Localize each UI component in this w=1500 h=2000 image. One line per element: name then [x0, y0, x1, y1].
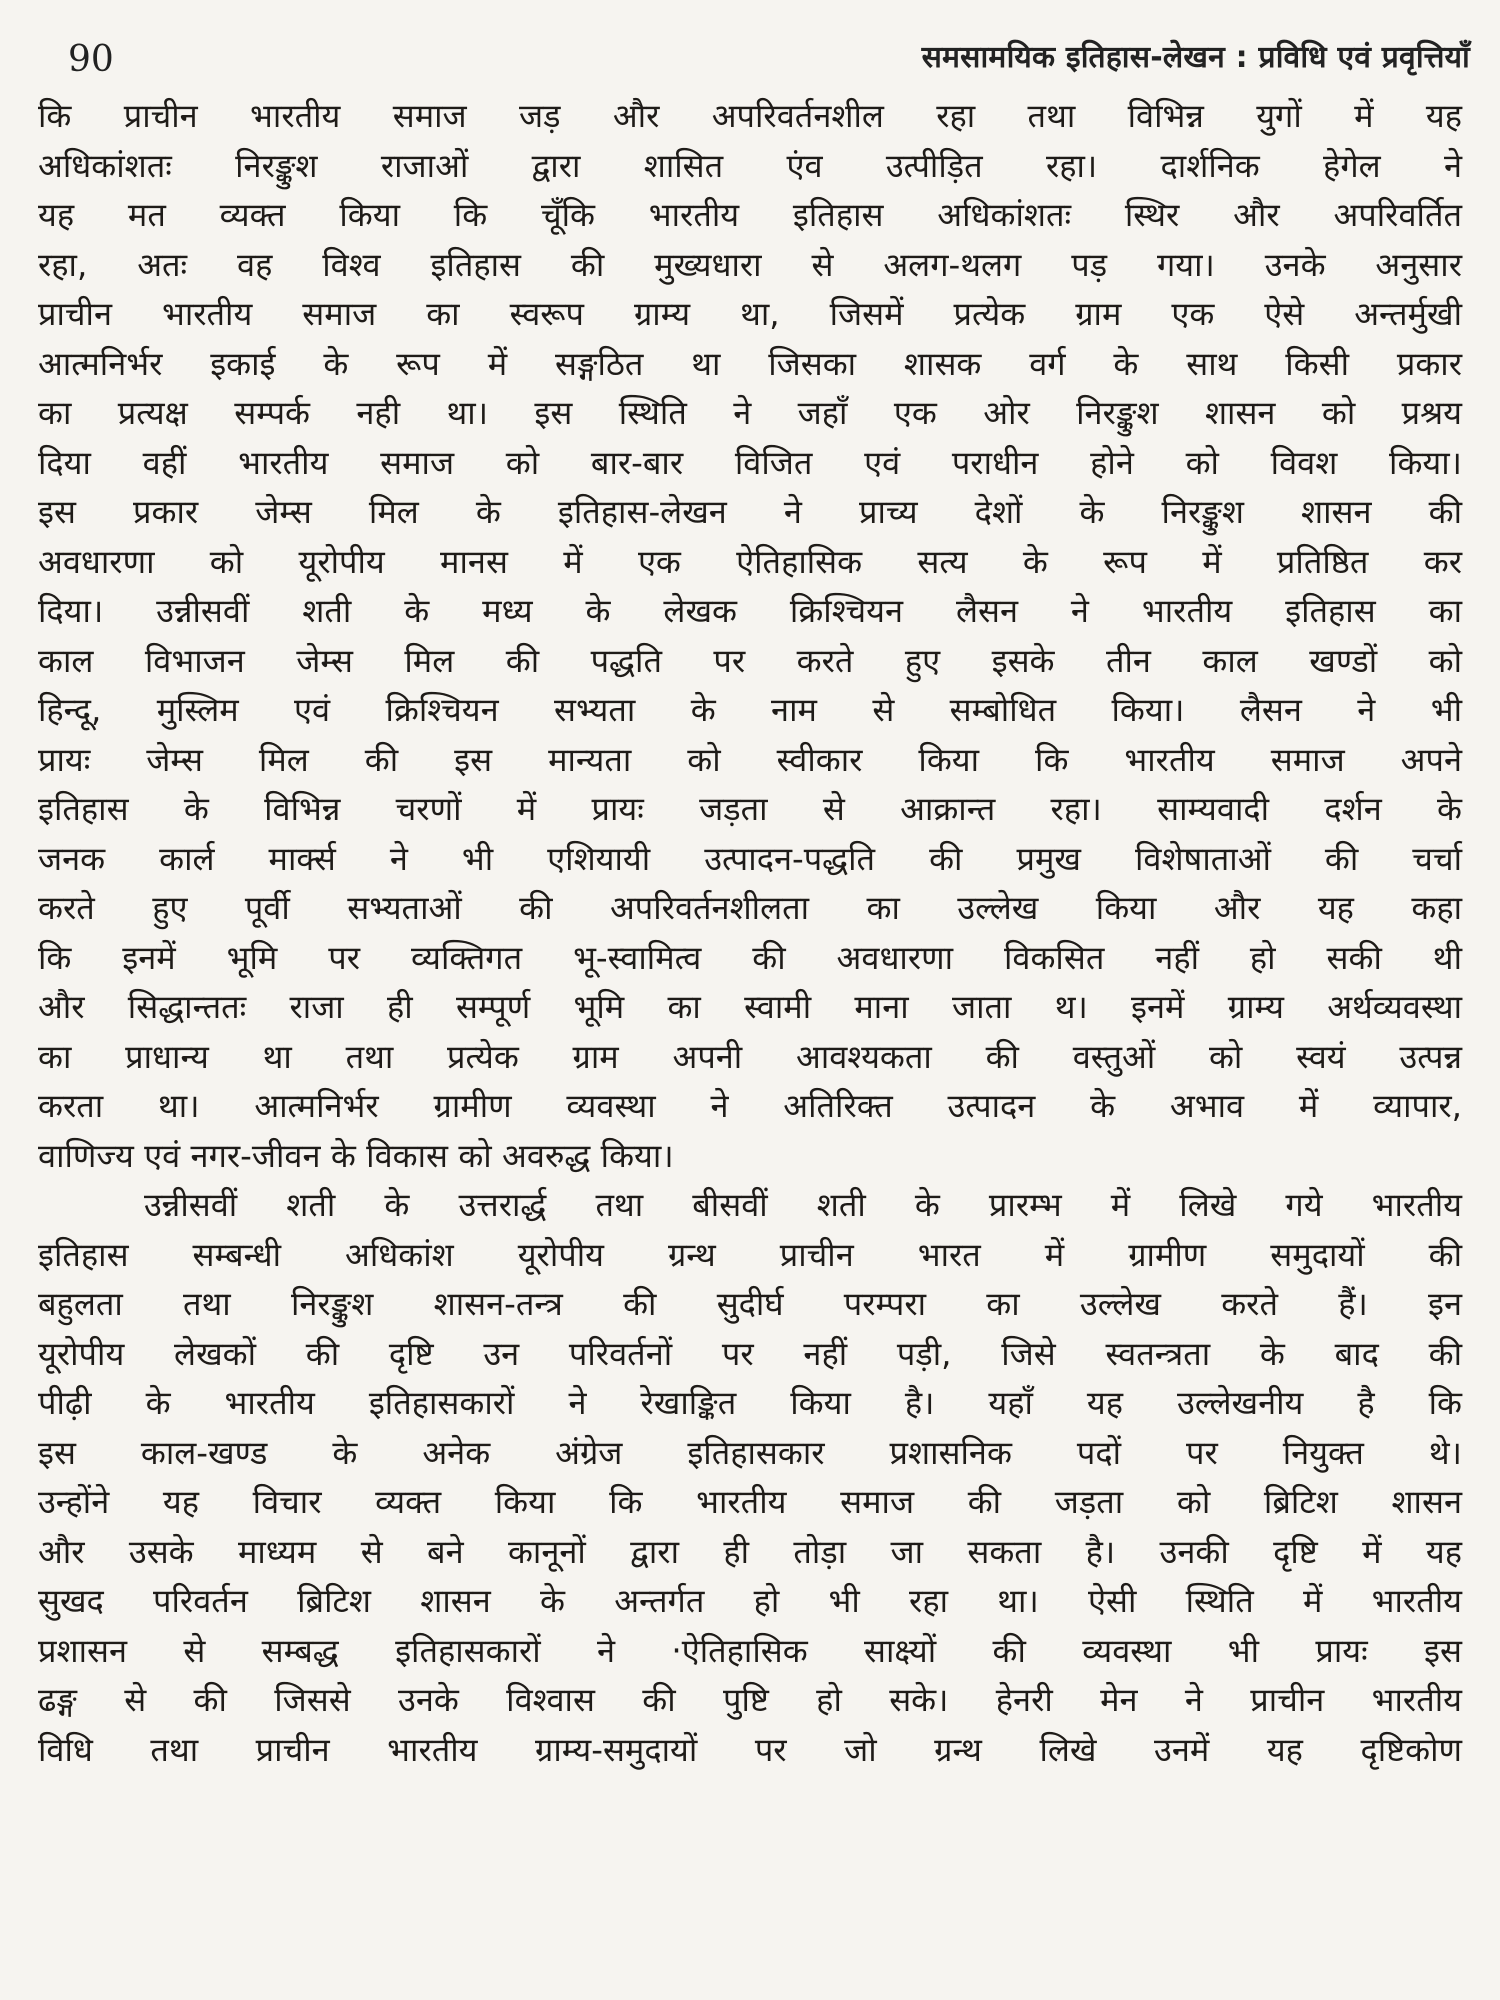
text-line: ढङ्ग से की जिससे उनके विश्वास की पुष्टि हो सके। हेनरी मेन ने प्राचीन भारतीय: [38, 1681, 1462, 1719]
text-line: इस प्रकार जेम्स मिल के इतिहास-लेखन ने प्राच्य देशों के निरङ्कुश शासन की: [38, 493, 1462, 531]
paragraph-1: [38, 92, 1462, 1181]
text-line: अधिकांशतः निरङ्कुश राजाओं द्वारा शासित एंव उत्पीड़ित रहा। दार्शनिक हेगेल ने: [38, 146, 1462, 185]
text-line: आत्मनिर्भर इकाई के रूप में सङ्गठित था जिसका शासक वर्ग के साथ किसी प्रकार: [38, 344, 1462, 383]
text-line: इतिहास के विभिन्न चरणों में प्रायः जड़ता से आक्रान्त रहा। साम्यवादी दर्शन के: [38, 790, 1462, 828]
body-text: [38, 92, 1462, 1775]
text-line: पीढ़ी के भारतीय इतिहासकारों ने रेखाङ्कित किया है। यहाँ यह उल्लेखनीय है कि: [38, 1384, 1462, 1422]
text-line: दिया वहीं भारतीय समाज को बार-बार विजित एवं पराधीन होने को विवश किया।: [38, 443, 1462, 482]
text-line: यह मत व्यक्त किया कि चूँकि भारतीय इतिहास अधिकांशतः स्थिर और अपरिवर्तित: [38, 196, 1462, 234]
text-line: इस काल-खण्ड के अनेक अंग्रेज इतिहासकार प्रशासनिक पदों पर नियुक्त थे।: [38, 1433, 1462, 1472]
text-line: इतिहास सम्बन्धी अधिकांश यूरोपीय ग्रन्थ प्राचीन भारत में ग्रामीण समुदायों की: [38, 1235, 1462, 1274]
text-line: जनक कार्ल मार्क्स ने भी एशियायी उत्पादन-पद्धति की प्रमुख विशेषाताओं की चर्चा: [38, 839, 1462, 878]
text-line: प्रायः जेम्स मिल की इस मान्यता को स्वीकार किया कि भारतीय समाज अपने: [38, 740, 1462, 779]
text-line: वाणिज्य एवं नगर-जीवन के विकास को अवरुद्ध किया।: [38, 1136, 674, 1175]
running-title: समसामयिक इतिहास-लेखन : प्रविधि एवं प्रवृत्तियाँ: [921, 40, 1470, 75]
text-line: उन्होंने यह विचार व्यक्त किया कि भारतीय समाज की जड़ता को ब्रिटिश शासन: [38, 1483, 1462, 1521]
text-line: सुखद परिवर्तन ब्रिटिश शासन के अन्तर्गत हो भी रहा था। ऐसी स्थिति में भारतीय: [38, 1582, 1462, 1620]
paragraph-2: [38, 1181, 1462, 1775]
text-line: प्रशासन से सम्बद्ध इतिहासकारों ने ·ऐतिहासिक साक्ष्यों की व्यवस्था भी प्रायः इस: [38, 1631, 1462, 1670]
page-number: 90: [68, 39, 114, 80]
text-line: रहा, अतः वह विश्व इतिहास की मुख्यधारा से अलग-थलग पड़ गया। उनके अनुसार: [38, 245, 1462, 284]
running-head: [0, 30, 1500, 90]
text-line: करता था। आत्मनिर्भर ग्रामीण व्यवस्था ने अतिरिक्त उत्पादन के अभाव में व्यापार,: [38, 1087, 1462, 1125]
text-line: यूरोपीय लेखकों की दृष्टि उन परिवर्तनों पर नहीं पड़ी, जिसे स्वतन्त्रता के बाद की: [38, 1334, 1462, 1373]
text-line: और सिद्धान्ततः राजा ही सम्पूर्ण भूमि का स्वामी माना जाता थ। इनमें ग्राम्य अर्थव्यवस्था: [38, 988, 1462, 1026]
text-line: का प्रत्यक्ष सम्पर्क नही था। इस स्थिति ने जहाँ एक ओर निरङ्कुश शासन को प्रश्रय: [38, 394, 1462, 432]
text-line: उन्नीसवीं शती के उत्तरार्द्ध तथा बीसवीं शती के प्रारम्भ में लिखे गये भारतीय: [144, 1186, 1462, 1224]
text-line: विधि तथा प्राचीन भारतीय ग्राम्य-समुदायों पर जो ग्रन्थ लिखे उनमें यह दृष्टिकोण: [38, 1730, 1462, 1769]
text-line: हिन्दू, मुस्लिम एवं क्रिश्चियन सभ्यता के नाम से सम्बोधित किया। लैसन ने भी: [38, 691, 1462, 729]
text-line: करते हुए पूर्वी सभ्यताओं की अपरिवर्तनशीलता का उल्लेख किया और यह कहा: [38, 889, 1462, 927]
text-line: कि प्राचीन भारतीय समाज जड़ और अपरिवर्तनशील रहा तथा विभिन्न युगों में यह: [38, 97, 1462, 135]
text-line: और उसके माध्यम से बने कानूनों द्वारा ही तोड़ा जा सकता है। उनकी दृष्टि में यह: [38, 1532, 1462, 1571]
text-line: काल विभाजन जेम्स मिल की पद्धति पर करते हुए इसके तीन काल खण्डों को: [38, 641, 1462, 680]
text-line: प्राचीन भारतीय समाज का स्वरूप ग्राम्य था, जिसमें प्रत्येक ग्राम एक ऐसे अन्तर्मुखी: [38, 295, 1462, 333]
text-line: कि इनमें भूमि पर व्यक्तिगत भू-स्वामित्व की अवधारणा विकसित नहीं हो सकी थी: [38, 938, 1462, 977]
text-line: बहुलता तथा निरङ्कुश शासन-तन्त्र की सुदीर्घ परम्परा का उल्लेख करते हैं। इन: [38, 1285, 1462, 1323]
text-line: का प्राधान्य था तथा प्रत्येक ग्राम अपनी आवश्यकता की वस्तुओं को स्वयं उत्पन्न: [38, 1037, 1462, 1076]
text-line: दिया। उन्नीसवीं शती के मध्य के लेखक क्रिश्चियन लैसन ने भारतीय इतिहास का: [38, 592, 1462, 630]
text-line: अवधारणा को यूरोपीय मानस में एक ऐतिहासिक सत्य के रूप में प्रतिष्ठित कर: [38, 542, 1462, 581]
